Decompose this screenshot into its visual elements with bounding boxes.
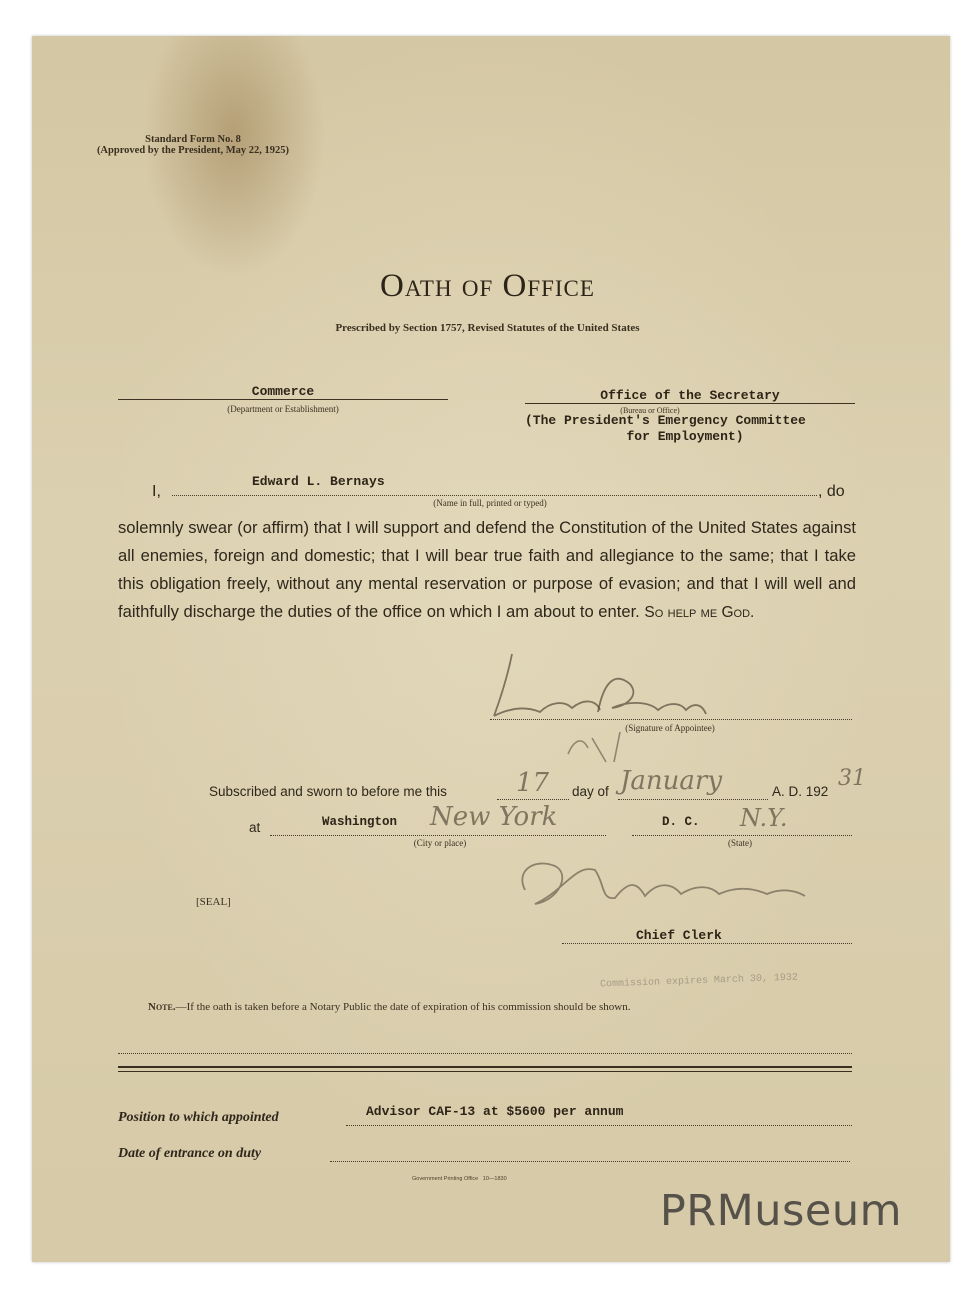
city-value: Washington bbox=[322, 815, 398, 829]
ad-label: A. D. 192 bbox=[772, 784, 829, 799]
note-body: —If the oath is taken before a Notary Public the date of expiration of his commission should be shown. bbox=[175, 1001, 631, 1013]
sworn-label: Subscribed and sworn to before me this bbox=[209, 784, 447, 799]
department-caption: (Department or Establishment) bbox=[227, 404, 339, 414]
separator-dotted bbox=[118, 1042, 852, 1054]
appointee-name: Edward L. Bernays bbox=[252, 474, 385, 489]
signature-line bbox=[490, 708, 852, 720]
separator-double-rule bbox=[118, 1066, 852, 1072]
note-lead: Note. bbox=[148, 1001, 176, 1013]
officer-title: Chief Clerk bbox=[636, 928, 722, 943]
position-label: Position to which appointed bbox=[118, 1110, 279, 1125]
name-suffix: , do bbox=[818, 483, 845, 500]
entrance-line bbox=[330, 1148, 850, 1162]
sworn-day-handwritten: 17 bbox=[516, 768, 550, 798]
sworn-month-handwritten: January bbox=[620, 766, 723, 796]
document-title: Oath of Office bbox=[380, 268, 595, 304]
document-subtitle: Prescribed by Section 1757, Revised Statutes of the United States bbox=[335, 322, 640, 334]
day-of-label: day of bbox=[572, 784, 609, 799]
bureau-caption: (Bureau or Office) bbox=[620, 406, 680, 415]
entrance-label: Date of entrance on duty bbox=[118, 1146, 262, 1161]
state-value: D. C. bbox=[662, 815, 700, 829]
department-line bbox=[118, 388, 448, 400]
standard-form-number: Standard Form No. 8 bbox=[145, 134, 241, 145]
seal-marker: [SEAL] bbox=[196, 896, 231, 908]
bureau-line-2: (The President's Emergency Committee bbox=[525, 413, 806, 428]
printer-imprint: Government Printing Office 10—1830 bbox=[412, 1176, 507, 1182]
officer-signature bbox=[505, 850, 825, 920]
sworn-year-handwritten: 31 bbox=[838, 766, 866, 791]
prmuseum-watermark: PRMuseum bbox=[659, 1186, 902, 1236]
position-value: Advisor CAF-13 at $5600 per annum bbox=[366, 1104, 624, 1119]
standard-form-header bbox=[83, 134, 303, 156]
bureau-line-1: Office of the Secretary bbox=[600, 388, 780, 403]
notary-stamp: Commission expires March 30, 1932 bbox=[599, 972, 799, 991]
oath-paragraph bbox=[118, 514, 856, 627]
appointee-signature bbox=[480, 644, 740, 764]
signature-caption: (Signature of Appointee) bbox=[625, 723, 715, 733]
bureau-underline bbox=[525, 392, 855, 404]
so-help-me-god: So help me God. bbox=[644, 604, 755, 621]
state-handwritten: N.Y. bbox=[740, 804, 788, 832]
name-prefix: I, bbox=[152, 483, 161, 500]
note-text bbox=[148, 1001, 630, 1013]
bureau-line-3: for Employment) bbox=[626, 429, 744, 444]
at-label: at bbox=[249, 820, 261, 835]
state-caption: (State) bbox=[728, 838, 752, 848]
standard-form-approval: (Approved by the President, May 22, 1925) bbox=[96, 145, 290, 156]
name-caption: (Name in full, printed or typed) bbox=[433, 498, 547, 508]
city-handwritten: New York bbox=[430, 802, 558, 832]
oath-text: solemnly swear (or affirm) that I will support and defend the Constitution of the United States against all enemies, foreign and domestic; that I will bear true faith and allegiance to the same; that I take this obligation freely, without any mental reservation or purpose of evasion; and that I will well and faithfully discharge the duties of the office on which I am about to enter. bbox=[118, 518, 856, 621]
city-caption: (City or place) bbox=[413, 838, 467, 848]
department-value: Commerce bbox=[251, 384, 315, 399]
